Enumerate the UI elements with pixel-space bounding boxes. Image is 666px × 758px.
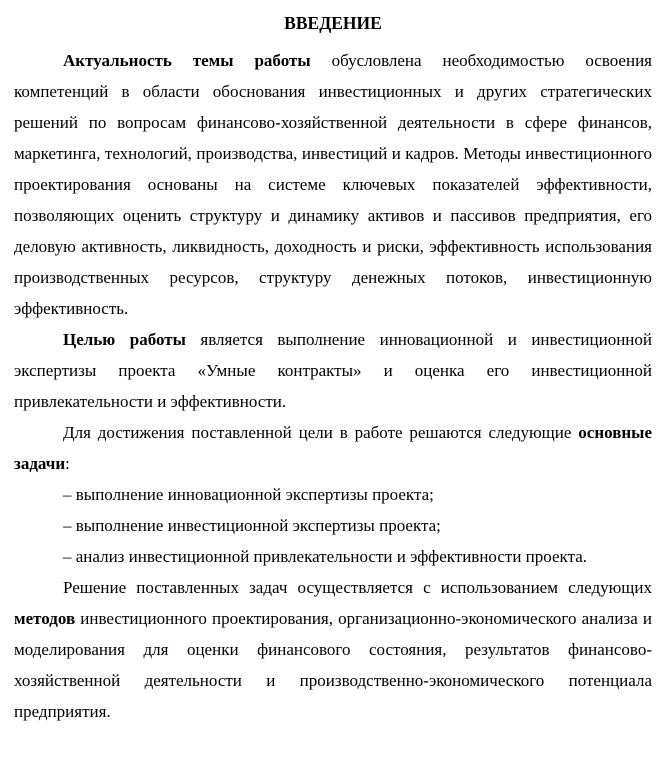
paragraph-actuality <box>14 45 652 324</box>
task-list-item-3 <box>14 541 652 572</box>
text-run: инвестиционного проектирования, организационно-экономического анализа и моделирования для оценки финансового состояния, результатов финансово-хозяйственной деятельности и производственно-экономического потенциала предприятия. <box>14 609 652 721</box>
text-run-bold: Целью работы <box>63 330 186 349</box>
text-run-bold: основные задачи <box>14 423 652 473</box>
text-run: – анализ инвестиционной привлекательности и эффективности проекта. <box>63 547 587 566</box>
text-run: Для достижения поставленной цели в работе решаются следующие <box>63 423 579 442</box>
text-run: – выполнение инновационной экспертизы проекта; <box>63 485 434 504</box>
text-run-bold: методов <box>14 609 76 628</box>
text-run: является выполнение инновационной и инвестиционной экспертизы проекта «Умные контракты» и оценка его инвестиционной привлекательности и эффективности. <box>14 330 652 411</box>
task-list-item-2 <box>14 510 652 541</box>
paragraph-goal <box>14 324 652 417</box>
task-list-item-1 <box>14 479 652 510</box>
text-run: Решение поставленных задач осуществляется с использованием следующих <box>63 578 652 597</box>
document-title: ВВЕДЕНИЕ <box>284 13 382 33</box>
text-run: обусловлена необходимостью освоения компетенций в области обоснования инвестиционных и других стратегических решений по вопросам финансово-хозяйственной деятельности в сфере финансов, маркетинга, технологий, производства, инвестиций и кадров. Методы инвестиционного проектирования основаны на системе ключевых показателей эффективности, позволяющих оценить структуру и динамику активов и пассивов предприятия, его деловую активность, ликвидность, доходность и риски, эффективность использования производственных ресурсов, структуру денежных потоков, инвестиционную эффективность. <box>14 51 652 318</box>
text-run: – выполнение инвестиционной экспертизы проекта; <box>63 516 441 535</box>
paragraph-methods <box>14 572 652 727</box>
text-run-bold: Актуальность темы работы <box>63 51 311 70</box>
paragraph-tasks-intro <box>14 417 652 479</box>
text-run: : <box>65 454 70 473</box>
